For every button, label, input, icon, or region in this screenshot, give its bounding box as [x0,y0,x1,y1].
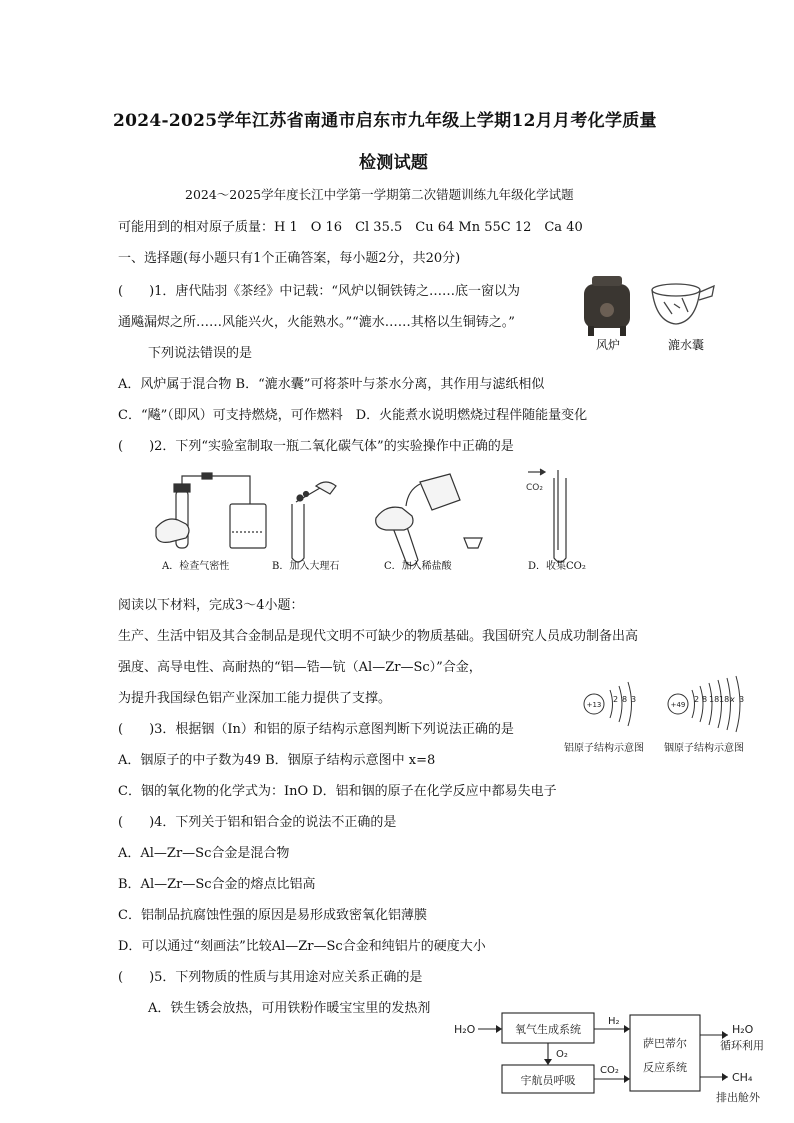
in-caption: 铟原子结构示意图 [664,743,744,754]
page-title-line1: 2024-2025学年江苏省南通市启东市九年级上学期12月月考化学质量 [113,111,657,131]
section-heading: 一、选择题(每小题只有1个正确答案，每小题2分，共20分) [118,251,461,266]
q4-option-a: A．Al—Zr—Sc合金是混合物 [118,846,290,861]
in-nucleus: +49 [670,701,686,709]
atom-structure-diagrams [578,670,758,742]
reading-p3: 为提升我国绿色铝产业深加工能力提供了支撑。 [118,691,392,706]
subtitle: 2024～2025学年度长江中学第一学期第二次错题训练九年级化学试题 [185,187,574,202]
in-shell-6: 3 [739,695,745,704]
reading-p2: 强度、高导电性、高耐热的“铝—锆—钪（Al—Zr—Sc）”合金， [118,660,482,675]
in-shell-3: 18 [709,695,720,704]
q4-option-d: D．可以通过“刻画法”比较Al—Zr—Sc合金和纯铝片的硬度大小 [118,939,486,954]
q1-line1: ( )1．唐代陆羽《茶经》中记载：“风炉以铜铁铸之……底一窗以为 [118,284,521,299]
filter-bag-icon [652,284,714,324]
ch4-output: CH₄ [732,1071,753,1084]
al-shell-3: 3 [631,695,637,704]
q1-options-ab: A．风炉属于混合物 B．“漉水囊”可将茶叶与茶水分离，其作用与滤纸相似 [118,377,545,392]
q4-option-c: C．铝制品抗腐蚀性强的原因是易形成致密氧化铝薄膜 [118,908,427,923]
o2-label: O₂ [556,1049,568,1060]
q3-stem: ( )3．根据铟（In）和铝的原子结构示意图判断下列说法正确的是 [118,722,514,737]
oxygen-system-label: 氧气生成系统 [515,1023,581,1036]
h2-label: H₂ [608,1016,620,1027]
sabatier-label-1: 萨巴蒂尔 [643,1037,687,1050]
add-marble-icon [292,482,336,562]
q2-label-d: D．收集CO₂ [528,561,586,572]
q4-stem: ( )4．下列关于铝和铝合金的说法不正确的是 [118,815,397,830]
filter-bag-label: 漉水囊 [668,338,705,352]
al-nucleus: +13 [586,701,602,709]
al-caption: 铝原子结构示意图 [564,743,644,754]
al-shell-2: 8 [622,695,628,704]
stove-icon [584,276,630,336]
q1-line3: 下列说法错误的是 [148,346,253,361]
q2-label-a: A．检查气密性 [162,561,230,572]
q3-options-ab: A．铟原子的中子数为49 B．铟原子结构示意图中 x=8 [118,753,436,768]
q1-line2: 通飚漏烬之所……风能兴火，火能熟水。”“漉水……其格以生铜铸之。” [118,315,515,330]
sabatier-box [630,1015,700,1091]
space-station-flow-diagram [450,1005,780,1113]
q3-options-cd: C．铟的氧化物的化学式为：InO D．铝和铟的原子在化学反应中都易失电子 [118,784,557,799]
co2-label: CO₂ [600,1065,619,1076]
in-shell-4: 18 [719,695,730,704]
in-shell-2: 8 [702,695,708,704]
q2-stem: ( )2．下列“实验室制取一瓶二氧化碳气体”的实验操作中正确的是 [118,439,514,454]
co2-arrow-label: CO₂ [526,483,543,493]
q2-label-b: B．加入大理石 [272,561,340,572]
h2o-input: H₂O [454,1023,476,1036]
vent-label: 排出舱外 [716,1091,760,1104]
reading-intro: 阅读以下材料，完成3～4小题： [118,598,304,613]
recycle-label: 循环利用 [720,1039,764,1052]
add-acid-icon [376,474,482,566]
q5-option-a: A．铁生锈会放热，可用铁粉作暖宝宝里的发热剂 [148,1001,431,1016]
h2o-output: H₂O [732,1023,754,1036]
sabatier-label-2: 反应系统 [643,1061,687,1074]
q5-stem: ( )5．下列物质的性质与其用途对应关系正确的是 [118,970,423,985]
in-shell-5: x [730,695,735,704]
reading-p1: 生产、生活中铝及其合金制品是现代文明不可缺少的物质基础。我国研究人员成功制备出高 [118,629,639,644]
q2-label-c: C．加入稀盐酸 [384,561,452,572]
stove-label: 风炉 [596,338,621,352]
al-shell-1: 2 [613,695,619,704]
in-shell-1: 2 [694,695,700,704]
breathing-label: 宇航员呼吸 [520,1074,576,1087]
q4-option-b: B．Al—Zr—Sc合金的熔点比铝高 [118,877,316,892]
atomic-masses: 可能用到的相对原子质量：H 1 O 16 Cl 35.5 Cu 64 Mn 55C 12 Ca 40 [118,220,583,235]
q1-options-cd: C．“飚”（即风）可支持燃烧，可作燃料 D．火能煮水说明燃烧过程伴随能量变化 [118,408,588,423]
airtightness-check-icon [156,473,266,548]
page-title-line2: 检测试题 [359,153,429,173]
